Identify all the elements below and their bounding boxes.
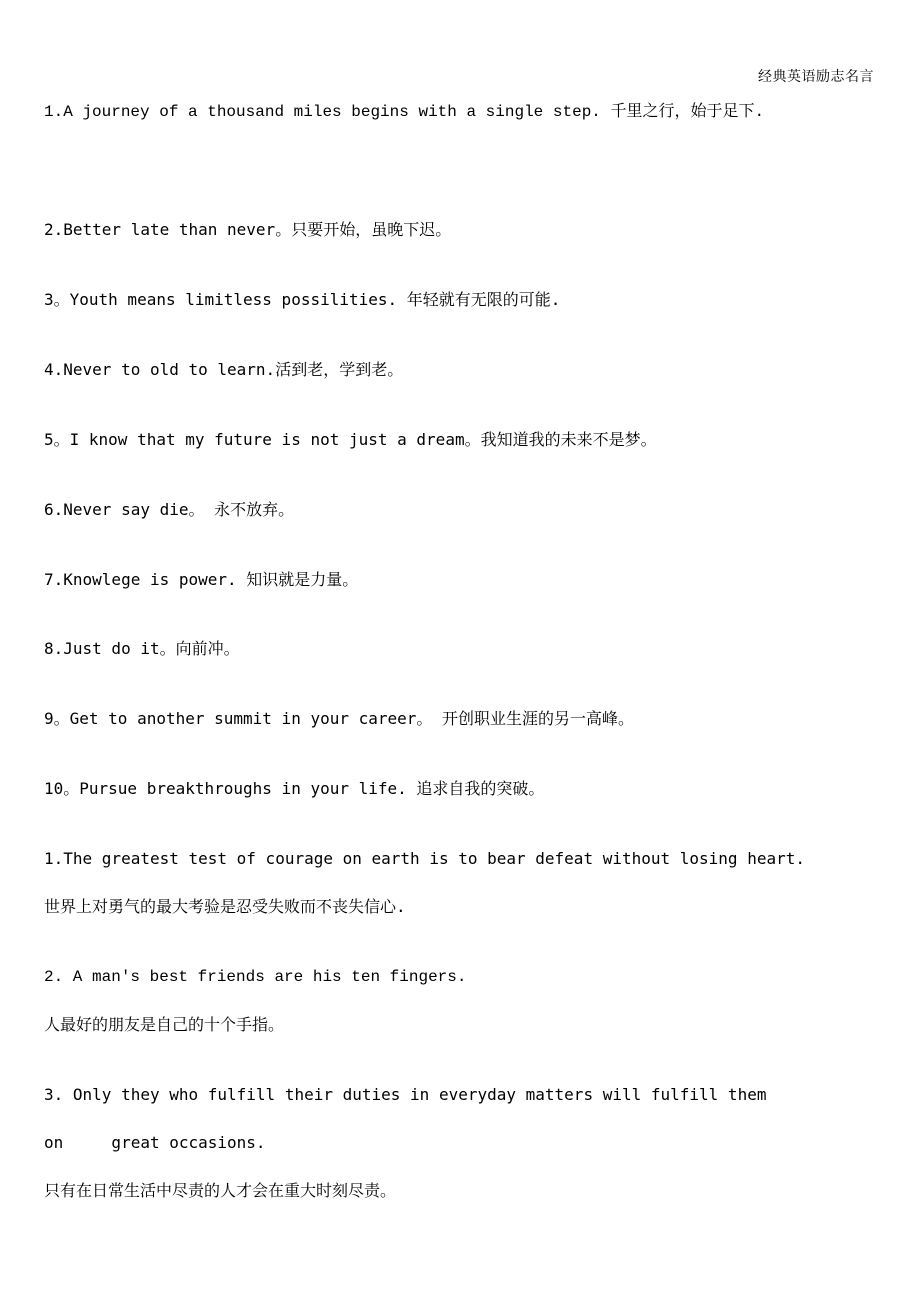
quote-line: 7.Knowlege is power. 知识就是力量。 <box>44 570 359 589</box>
quote-line: 4.Never to old to learn.活到老，学到老。 <box>44 360 404 379</box>
quote-line: 2.Better late than never。只要开始，虽晚下迟。 <box>44 220 452 239</box>
quote-line: 8.Just do it。向前冲。 <box>44 639 240 658</box>
quote-line: 9。Get to another summit in your career。 开创职业生涯的另一高峰。 <box>44 709 635 728</box>
quote-line: 1.The greatest test of courage on earth is to bear defeat without losing heart. <box>44 849 805 868</box>
quote-line: 5。I know that my future is not just a dream。我知道我的未来不是梦。 <box>44 430 657 449</box>
quote-translation: 世界上对勇气的最大考验是忍受失败而不丧失信心. <box>44 897 406 916</box>
quote-line: 6.Never say die。 永不放弃。 <box>44 500 295 519</box>
page-header: 经典英语励志名言 <box>758 69 874 85</box>
quote-line-continued: on great occasions. <box>44 1133 266 1152</box>
quote-line: 2. A man's best friends are his ten fingers. <box>44 968 467 986</box>
quote-translation: 人最好的朋友是自己的十个手指。 <box>44 1015 285 1034</box>
quote-line: 1.A journey of a thousand miles begins with a single step. 千里之行，始于足下. <box>44 103 765 121</box>
quote-translation: 只有在日常生活中尽责的人才会在重大时刻尽责。 <box>44 1181 397 1200</box>
quote-line: 3. Only they who fulfill their duties in everyday matters will fulfill them <box>44 1085 767 1104</box>
quote-line: 3。Youth means limitless possilities. 年轻就有无限的可能. <box>44 290 561 309</box>
quote-line: 10。Pursue breakthroughs in your life. 追求自我的突破。 <box>44 779 545 798</box>
